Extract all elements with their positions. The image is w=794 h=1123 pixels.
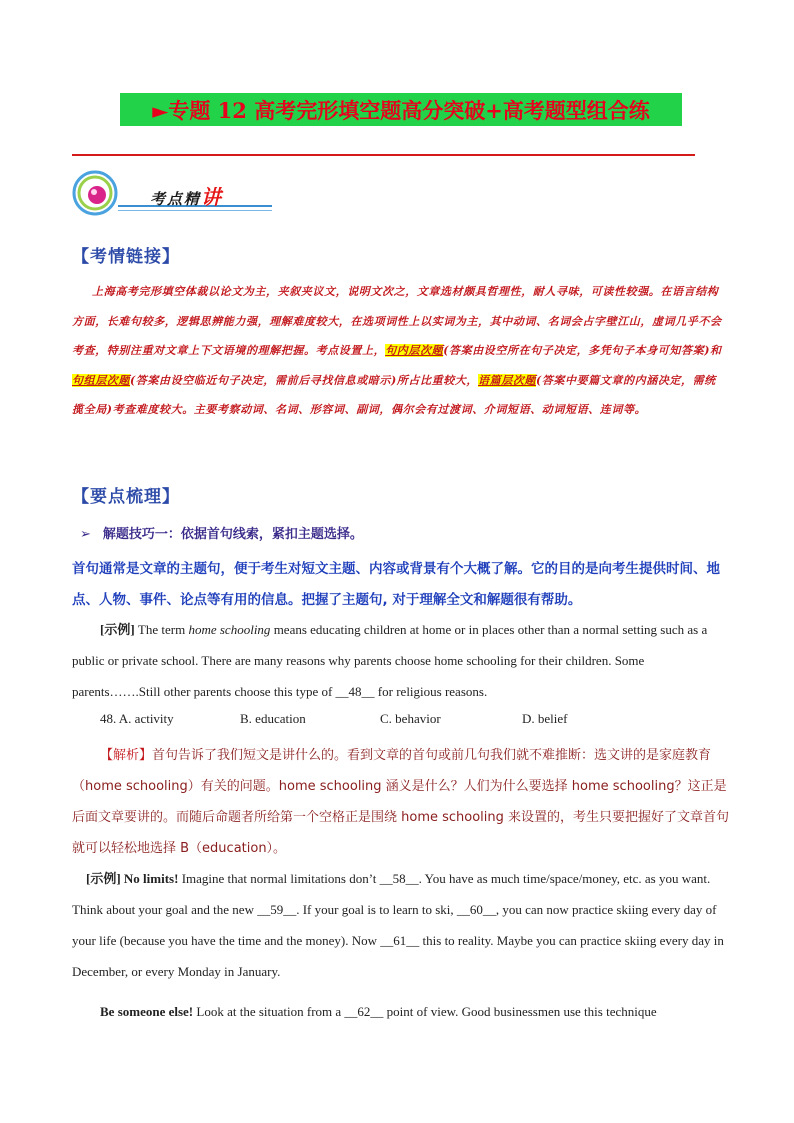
analysis-text: 首句告诉了我们短文是讲什么的。看到文章的首句或前几句我们就不难推断：选文讲的是家庭教育（home schooling）有关的问题。home schooling 涵义是什么？人们为什么要选择 home schooling？这正是后面文章要讲的。而随后命题者所给第一个空格正是围绕 home schooling 来设置的，考生只要把握好了文章首句就可以轻松地选择 B（education）。 (72, 748, 730, 856)
page-title: ►专题 12 高考完形填空题高分突破+高考题型组合练 (152, 97, 650, 123)
intro-text-4: (答案中要篇文章的内涵决定，需统揽全局)考查难度较大。主要考察动词、名词、形容词、副词，偶尔会有过渡词、介词短语、动词短语、连词等。 (72, 373, 716, 416)
example-1-term: home schooling (188, 622, 271, 637)
title-banner (120, 93, 682, 126)
topic-sentence-paragraph: 首句通常是文章的主题句，便于考生对短文主题、内容或背景有个大概了解。它的目的是向考生提供时间、地点、人物、事件、论点等有用的信息。把握了主题句, 对于理解全文和解题很有帮助。 (72, 561, 720, 608)
section-logo-icon (72, 170, 118, 216)
section-label-emphasis: 讲 (201, 185, 224, 209)
option-d: D. belief (522, 711, 568, 726)
example-1 (72, 614, 724, 707)
analysis-paragraph (72, 740, 732, 864)
answer-options (100, 711, 567, 727)
example-3-text: Look at the situation from a __62__ point of view. Good businessmen use this technique (193, 1004, 657, 1019)
title-divider (72, 154, 695, 156)
example-1-tag: [示例] (100, 622, 135, 637)
arrow-bullet-icon: ➢ (80, 527, 91, 542)
example-2 (72, 863, 724, 987)
option-b: B. education (240, 711, 306, 726)
tip-text: 解题技巧一：依据首句线索，紧扣主题选择。 (102, 527, 363, 542)
section-label-text: 考点精 (150, 190, 202, 208)
analysis-tag: 【解析】 (100, 748, 153, 763)
intro-text-2: (答案由设空所在句子决定，多凭句子本身可知答案)和 (443, 344, 722, 357)
highlight-sentence-level: 句内层次题 (385, 344, 444, 357)
tip-heading (80, 523, 363, 542)
example-1-text-b: means educating children at home or in places other than a normal setting such as a public or private school. There are many reasons why parents choose home schooling for their children. Some parents…….Still other parents choose this type of __48__ for religious reasons. (72, 622, 708, 699)
option-c: C. behavior (380, 711, 441, 726)
highlight-discourse-level: 语篇层次题 (478, 373, 537, 387)
intro-text-1: 上海高考完形填空体裁以论文为主，夹叙夹议文，说明文次之，文章选材颇具哲理性，耐人寻味，可读性较强。在语言结构方面，长难句较多，逻辑思辨能力强，理解难度较大，在选项词性上以实词为主，其中动词、名词会占字壁江山，虚词几乎不会考查，特别注重对文章上下文语境的理解把握。考点设置上， (72, 285, 722, 357)
heading-exam-link: 【考情链接】 (72, 247, 180, 267)
intro-text-3: (答案由设空临近句子决定，需前后寻找信息或暗示)所占比重较大， (130, 373, 479, 387)
intro-paragraph (72, 277, 722, 425)
option-a: 48. A. activity (100, 711, 174, 726)
section-underline-thin (118, 210, 272, 211)
example-3-tag: Be someone else! (100, 1004, 194, 1019)
example-3 (72, 996, 724, 1027)
example-2-tag: [示例] No limits! (86, 871, 179, 886)
heading-key-points: 【要点梳理】 (72, 487, 180, 507)
example-2-text: Imagine that normal limitations don’t __58__. You have as much time/space/money, etc. as you want. Think about your goal and the new __59__. If your goal is to learn to ski, __60__, you can now practice skiing every day of your life (because you have the time and the money). Now __61__ this to reality. Maybe you can practice skiing every day in December, or every Monday in January. (72, 871, 724, 979)
section-label (150, 181, 223, 210)
highlight-group-level: 句组层次题 (72, 373, 130, 387)
example-1-text-a: The term (134, 622, 189, 637)
